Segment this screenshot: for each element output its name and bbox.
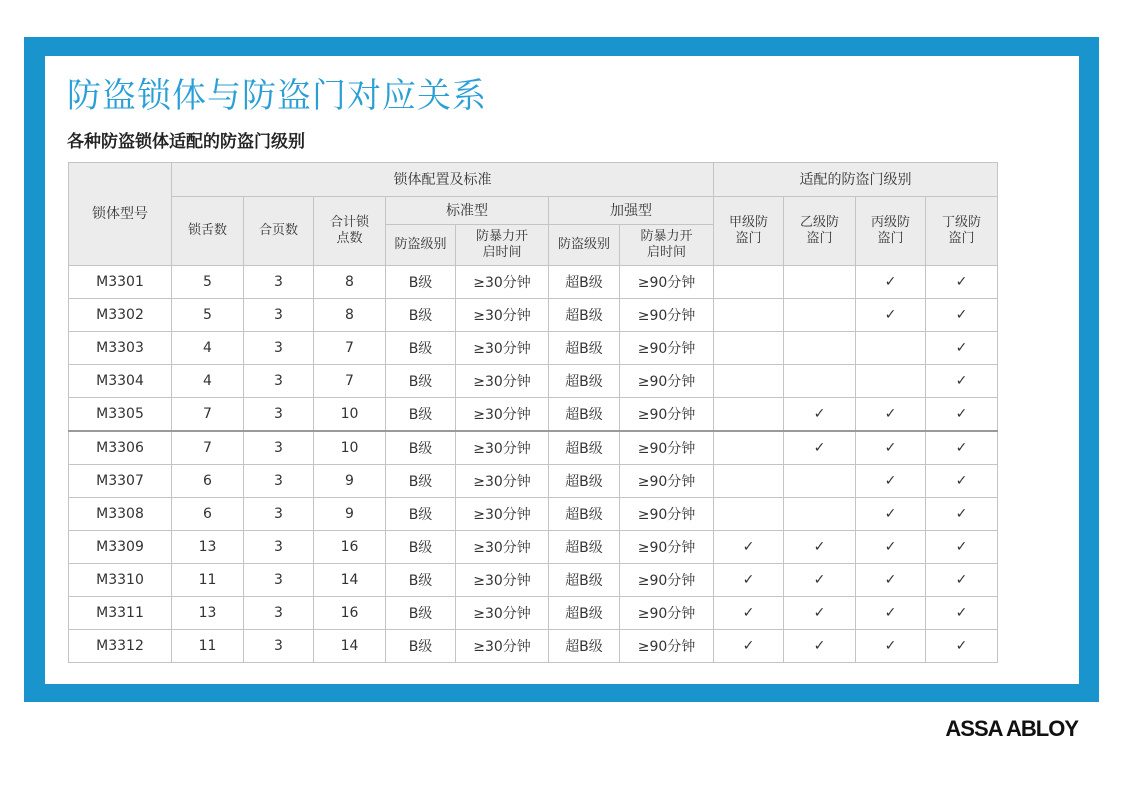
cell-rein-level: 超B级 (549, 498, 620, 531)
cell-b (784, 365, 856, 398)
cell-rein-time: ≥90分钟 (620, 597, 714, 630)
table-row (69, 398, 998, 432)
cell-c: ✓ (856, 299, 926, 332)
assa-abloy-logo: ASSA ABLOY (945, 716, 1078, 741)
header-total-points: 合计锁点数 (314, 197, 386, 266)
cell-hinges: 3 (244, 431, 314, 465)
cell-std-time: ≥30分钟 (456, 630, 549, 663)
cell-a (714, 431, 784, 465)
table-row (69, 465, 998, 498)
cell-rein-level: 超B级 (549, 597, 620, 630)
cell-d: ✓ (926, 431, 998, 465)
cell-model: M3307 (69, 465, 172, 498)
cell-d: ✓ (926, 332, 998, 365)
cell-tongues: 11 (172, 564, 244, 597)
cell-model: M3312 (69, 630, 172, 663)
header-hinge-count: 合页数 (244, 197, 314, 266)
cell-hinges: 3 (244, 630, 314, 663)
cell-c: ✓ (856, 398, 926, 432)
cell-b (784, 266, 856, 299)
cell-std-level: B级 (386, 299, 456, 332)
cell-rein-level: 超B级 (549, 332, 620, 365)
cell-model: M3304 (69, 365, 172, 398)
cell-c: ✓ (856, 431, 926, 465)
cell-rein-level: 超B级 (549, 531, 620, 564)
cell-model: M3303 (69, 332, 172, 365)
cell-rein-time: ≥90分钟 (620, 498, 714, 531)
cell-points: 16 (314, 531, 386, 564)
cell-std-level: B级 (386, 630, 456, 663)
cell-rein-time: ≥90分钟 (620, 398, 714, 432)
cell-rein-time: ≥90分钟 (620, 564, 714, 597)
cell-c: ✓ (856, 597, 926, 630)
cell-a (714, 266, 784, 299)
cell-hinges: 3 (244, 332, 314, 365)
cell-c: ✓ (856, 564, 926, 597)
cell-c (856, 365, 926, 398)
header-tongue-count: 锁舌数 (172, 197, 244, 266)
cell-model: M3302 (69, 299, 172, 332)
cell-points: 10 (314, 431, 386, 465)
cell-rein-time: ≥90分钟 (620, 266, 714, 299)
cell-tongues: 5 (172, 299, 244, 332)
cell-model: M3305 (69, 398, 172, 432)
cell-hinges: 3 (244, 597, 314, 630)
cell-std-level: B级 (386, 431, 456, 465)
cell-std-level: B级 (386, 531, 456, 564)
cell-rein-level: 超B级 (549, 465, 620, 498)
table-row (69, 365, 998, 398)
header-rein-time: 防暴力开启时间 (620, 225, 714, 266)
cell-rein-level: 超B级 (549, 431, 620, 465)
cell-a (714, 365, 784, 398)
cell-rein-time: ≥90分钟 (620, 465, 714, 498)
cell-a (714, 465, 784, 498)
header-rein-level: 防盗级别 (549, 225, 620, 266)
cell-model: M3301 (69, 266, 172, 299)
cell-hinges: 3 (244, 365, 314, 398)
cell-c: ✓ (856, 630, 926, 663)
cell-std-time: ≥30分钟 (456, 564, 549, 597)
cell-model: M3310 (69, 564, 172, 597)
table-row (69, 266, 998, 299)
cell-d: ✓ (926, 531, 998, 564)
cell-points: 8 (314, 299, 386, 332)
cell-c (856, 332, 926, 365)
cell-tongues: 7 (172, 398, 244, 432)
table-row (69, 597, 998, 630)
cell-std-level: B级 (386, 398, 456, 432)
table-row (69, 332, 998, 365)
cell-d: ✓ (926, 299, 998, 332)
cell-b: ✓ (784, 398, 856, 432)
cell-points: 7 (314, 365, 386, 398)
cell-a: ✓ (714, 564, 784, 597)
cell-rein-time: ≥90分钟 (620, 365, 714, 398)
cell-b: ✓ (784, 630, 856, 663)
cell-hinges: 3 (244, 498, 314, 531)
cell-tongues: 13 (172, 531, 244, 564)
cell-d: ✓ (926, 465, 998, 498)
cell-model: M3306 (69, 431, 172, 465)
cell-points: 8 (314, 266, 386, 299)
lock-door-table (68, 162, 998, 663)
cell-std-level: B级 (386, 564, 456, 597)
cell-rein-time: ≥90分钟 (620, 431, 714, 465)
cell-points: 14 (314, 630, 386, 663)
header-door-b: 乙级防盗门 (784, 197, 856, 266)
cell-std-level: B级 (386, 498, 456, 531)
cell-std-time: ≥30分钟 (456, 597, 549, 630)
cell-rein-level: 超B级 (549, 398, 620, 432)
cell-d: ✓ (926, 498, 998, 531)
cell-a (714, 498, 784, 531)
cell-hinges: 3 (244, 299, 314, 332)
cell-tongues: 11 (172, 630, 244, 663)
cell-hinges: 3 (244, 398, 314, 432)
cell-std-time: ≥30分钟 (456, 498, 549, 531)
cell-std-time: ≥30分钟 (456, 299, 549, 332)
table-row (69, 564, 998, 597)
cell-std-level: B级 (386, 332, 456, 365)
cell-a: ✓ (714, 630, 784, 663)
cell-c: ✓ (856, 498, 926, 531)
cell-std-time: ≥30分钟 (456, 398, 549, 432)
cell-std-level: B级 (386, 266, 456, 299)
header-reinforced: 加强型 (549, 197, 714, 225)
table-subtitle: 各种防盗锁体适配的防盗门级别 (67, 132, 305, 152)
cell-b (784, 299, 856, 332)
cell-c: ✓ (856, 531, 926, 564)
cell-b: ✓ (784, 597, 856, 630)
cell-rein-level: 超B级 (549, 564, 620, 597)
cell-b (784, 498, 856, 531)
cell-rein-level: 超B级 (549, 266, 620, 299)
header-door-group: 适配的防盗门级别 (714, 163, 998, 197)
cell-d: ✓ (926, 365, 998, 398)
cell-rein-level: 超B级 (549, 299, 620, 332)
header-standard: 标准型 (386, 197, 549, 225)
cell-std-time: ≥30分钟 (456, 431, 549, 465)
table-row (69, 498, 998, 531)
cell-std-level: B级 (386, 365, 456, 398)
cell-b: ✓ (784, 564, 856, 597)
cell-std-time: ≥30分钟 (456, 266, 549, 299)
cell-d: ✓ (926, 597, 998, 630)
cell-b: ✓ (784, 431, 856, 465)
cell-rein-level: 超B级 (549, 630, 620, 663)
cell-std-time: ≥30分钟 (456, 465, 549, 498)
header-door-d: 丁级防盗门 (926, 197, 998, 266)
header-std-level: 防盗级别 (386, 225, 456, 266)
cell-rein-time: ≥90分钟 (620, 299, 714, 332)
cell-hinges: 3 (244, 564, 314, 597)
cell-std-time: ≥30分钟 (456, 531, 549, 564)
cell-model: M3309 (69, 531, 172, 564)
cell-tongues: 13 (172, 597, 244, 630)
cell-tongues: 4 (172, 332, 244, 365)
page-title: 防盗锁体与防盗门对应关系 (67, 76, 487, 116)
cell-points: 7 (314, 332, 386, 365)
cell-d: ✓ (926, 266, 998, 299)
cell-model: M3311 (69, 597, 172, 630)
header-door-c: 丙级防盗门 (856, 197, 926, 266)
cell-tongues: 4 (172, 365, 244, 398)
cell-a (714, 299, 784, 332)
cell-points: 16 (314, 597, 386, 630)
table-row (69, 431, 998, 465)
cell-points: 14 (314, 564, 386, 597)
cell-std-time: ≥30分钟 (456, 365, 549, 398)
cell-hinges: 3 (244, 531, 314, 564)
cell-d: ✓ (926, 398, 998, 432)
cell-tongues: 6 (172, 498, 244, 531)
cell-a: ✓ (714, 597, 784, 630)
cell-rein-time: ≥90分钟 (620, 630, 714, 663)
cell-std-level: B级 (386, 465, 456, 498)
cell-points: 9 (314, 465, 386, 498)
cell-d: ✓ (926, 564, 998, 597)
cell-std-level: B级 (386, 597, 456, 630)
cell-c: ✓ (856, 266, 926, 299)
cell-hinges: 3 (244, 266, 314, 299)
table-body (69, 266, 998, 663)
cell-rein-level: 超B级 (549, 365, 620, 398)
header-model: 锁体型号 (69, 163, 172, 266)
table-row (69, 630, 998, 663)
cell-rein-time: ≥90分钟 (620, 332, 714, 365)
cell-c: ✓ (856, 465, 926, 498)
table-row (69, 531, 998, 564)
cell-d: ✓ (926, 630, 998, 663)
cell-std-time: ≥30分钟 (456, 332, 549, 365)
cell-b: ✓ (784, 531, 856, 564)
cell-tongues: 6 (172, 465, 244, 498)
cell-tongues: 7 (172, 431, 244, 465)
cell-points: 10 (314, 398, 386, 432)
cell-tongues: 5 (172, 266, 244, 299)
cell-rein-time: ≥90分钟 (620, 531, 714, 564)
cell-b (784, 465, 856, 498)
table-row (69, 299, 998, 332)
cell-hinges: 3 (244, 465, 314, 498)
cell-b (784, 332, 856, 365)
cell-model: M3308 (69, 498, 172, 531)
cell-a (714, 398, 784, 432)
cell-points: 9 (314, 498, 386, 531)
cell-a: ✓ (714, 531, 784, 564)
cell-a (714, 332, 784, 365)
header-door-a: 甲级防盗门 (714, 197, 784, 266)
header-std-time: 防暴力开启时间 (456, 225, 549, 266)
header-config-group: 锁体配置及标准 (172, 163, 714, 197)
